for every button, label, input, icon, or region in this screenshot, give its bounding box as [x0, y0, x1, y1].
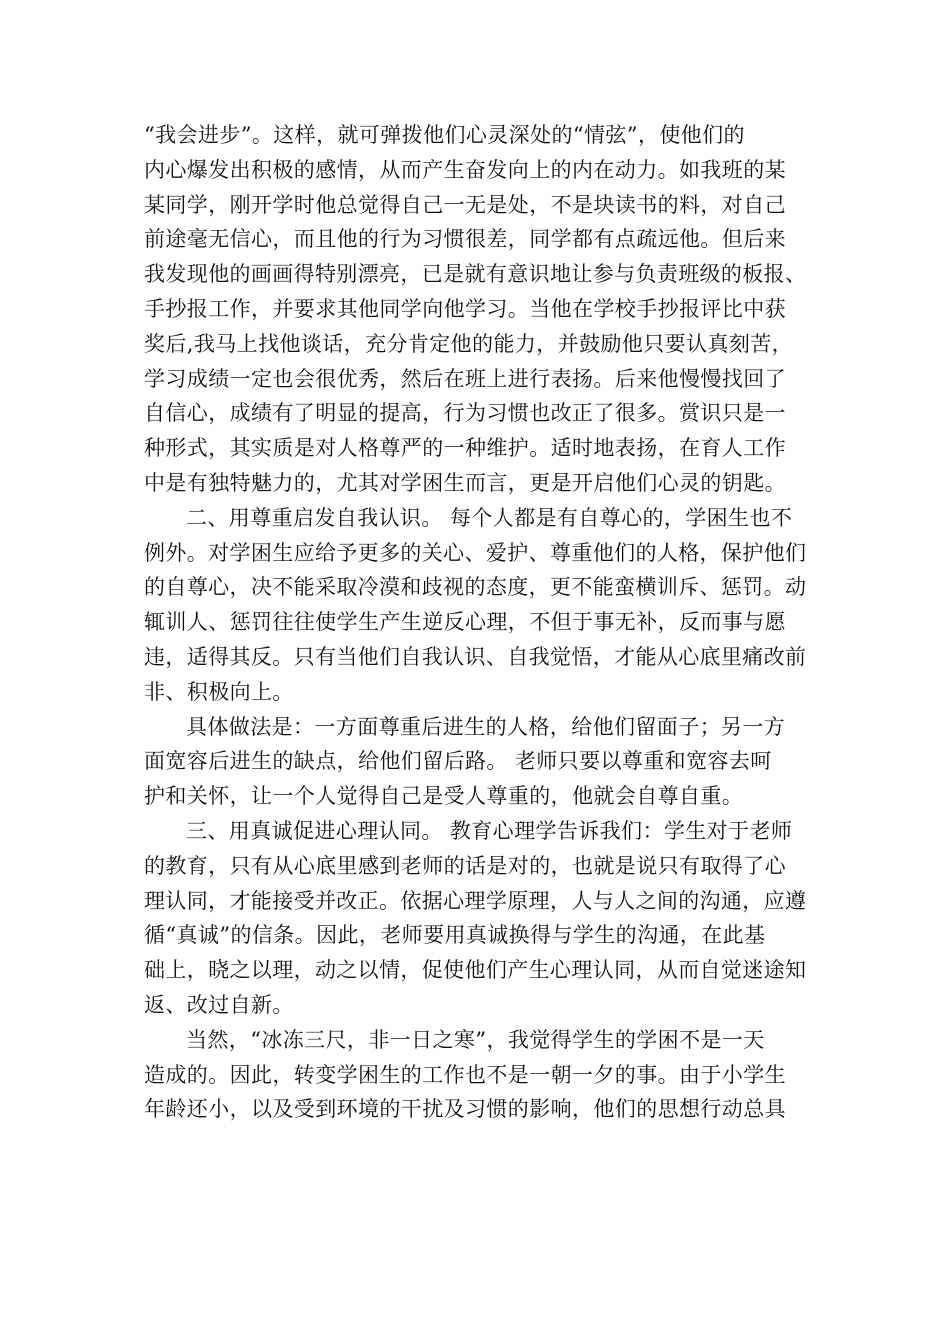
- text-line: 的自尊心，决不能采取冷漠和歧视的态度，更不能蛮横训斥、惩罚。动: [144, 575, 807, 600]
- text-line: 例外。对学困生应给予更多的关心、爱护、尊重他们的人格，保护他们: [144, 540, 807, 565]
- paragraph-respect: [144, 501, 806, 710]
- paragraph-conclusion: [144, 1023, 806, 1127]
- text-line: 种形式，其实质是对人格尊严的一种维护。适时地表扬，在育人工作: [144, 436, 786, 461]
- text-line: 前途毫无信心，而且他的行为习惯很差，同学都有点疏远他。但后来: [144, 227, 786, 252]
- text-line: 手抄报工作，并要求其他同学向他学习。当他在学校手抄报评比中获: [144, 296, 786, 321]
- text-line: 理认同，才能接受并改正。依据心理学原理，人与人之间的沟通，应遵: [144, 888, 807, 913]
- text-line: 础上，晓之以理，动之以情，促使他们产生心理认同，从而自觉迷途知: [144, 958, 807, 983]
- text-line: 三、用真诚促进心理认同。 教育心理学告诉我们：学生对于老师: [186, 818, 793, 843]
- text-line: 面宽容后进生的缺点，给他们留后路。 老师只要以尊重和宽容去呵: [144, 749, 772, 774]
- text-line: 的教育，只有从心底里感到老师的话是对的，也就是说只有取得了心: [144, 853, 786, 878]
- text-line: 具体做法是：一方面尊重后进生的人格，给他们留面子；另一方: [186, 714, 786, 739]
- text-line: 我发现他的画画得特别漂亮，已是就有意识地让参与负责班级的板报、: [144, 262, 807, 287]
- text-line: 学习成绩一定也会很优秀，然后在班上进行表扬。后来他慢慢找回了: [144, 366, 786, 391]
- text-line: 某同学，刚开学时他总觉得自己一无是处，不是块读书的料，对自己: [144, 192, 786, 217]
- text-line: 辄训人、惩罚往往使学生产生逆反心理，不但于事无补，反而事与愿: [144, 610, 786, 635]
- text-line: 年龄还小，以及受到环境的干扰及习惯的影响，他们的思想行动总具: [144, 1097, 786, 1122]
- text-line: 护和关怀，让一个人觉得自己是受人尊重的，他就会自尊自重。: [144, 784, 744, 809]
- text-line: 造成的。因此，转变学困生的工作也不是一朝一夕的事。由于小学生: [144, 1062, 786, 1087]
- text-line: 奖后,我马上找他谈话，充分肯定他的能力，并鼓励他只要认真刻苦，: [144, 331, 794, 356]
- paragraph-appreciation: [144, 118, 806, 501]
- text-line: 返、改过自新。: [144, 992, 294, 1017]
- text-line: 违，适得其反。只有当他们自我认识、自我觉悟，才能从心底里痛改前: [144, 644, 807, 669]
- text-line: 自信心，成绩有了明显的提高，行为习惯也改正了很多。赏识只是一: [144, 401, 786, 426]
- document-body: [144, 118, 806, 1127]
- text-line: 循“真诚”的信条。因此，老师要用真诚换得与学生的沟通，在此基: [144, 923, 766, 948]
- text-line: “我会进步”。这样，就可弹拨他们心灵深处的“情弦”，使他们的: [144, 123, 745, 147]
- paragraph-sincerity: [144, 814, 806, 1023]
- text-line: 当然，“冰冻三尺，非一日之寒”，我觉得学生的学困不是一天: [186, 1027, 765, 1052]
- text-line: 中是有独特魅力的，尤其对学困生而言，更是开启他们心灵的钥匙。: [144, 470, 786, 495]
- text-line: 内心爆发出积极的感情，从而产生奋发向上的内在动力。如我班的某: [144, 157, 786, 182]
- text-line: 二、用尊重启发自我认识。 每个人都是有自尊心的，学困生也不: [186, 505, 793, 530]
- text-line: 非、积极向上。: [144, 679, 294, 704]
- paragraph-method: [144, 710, 806, 814]
